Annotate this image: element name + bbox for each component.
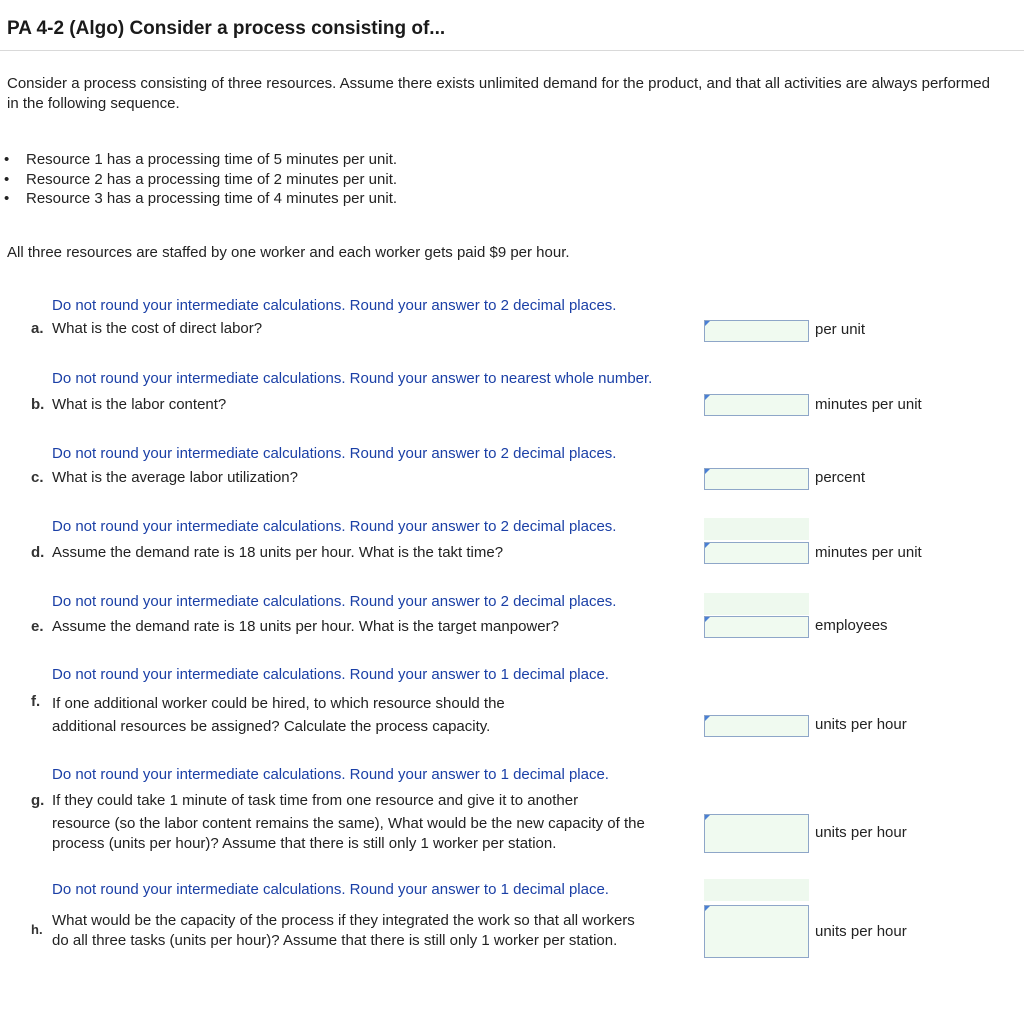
bullet-icon: • [4,190,10,207]
unit-label: units per hour [815,923,907,940]
question-letter: d. [31,544,45,561]
list-item: • Resource 3 has a processing time of 4 minutes per unit. [4,190,398,207]
rounding-instruction: Do not round your intermediate calculations. Round your answer to 1 decimal place. [52,881,609,898]
question-text: What is the cost of direct labor? [52,320,263,337]
unit-label: employees [815,617,888,634]
question-letter: b. [31,396,45,413]
resource-list [0,150,397,209]
rounding-instruction: Do not round your intermediate calculations. Round your answer to 2 decimal places. [52,445,617,462]
list-item: • Resource 1 has a processing time of 5 minutes per unit. [4,151,398,168]
answer-shade [704,518,809,540]
answer-shade [704,593,809,615]
flag-icon [705,617,710,622]
answer-input-a[interactable] [704,320,809,342]
page-title: PA 4-2 (Algo) Consider a process consisting of... [7,18,446,39]
rounding-instruction: Do not round your intermediate calculations. Round your answer to nearest whole number. [52,370,653,387]
unit-label: units per hour [815,716,907,733]
question-letter: a. [31,320,44,337]
title-divider [0,50,1024,51]
bullet-icon: • [4,151,10,168]
answer-input-f[interactable] [704,715,809,737]
question-letter: e. [31,618,44,635]
question-letter: h. [31,922,43,937]
question-text: What is the average labor utilization? [52,469,298,486]
unit-label: per unit [815,321,866,338]
answer-input-e[interactable] [704,616,809,638]
rounding-instruction: Do not round your intermediate calculations. Round your answer to 1 decimal place. [52,666,609,683]
rounding-instruction: Do not round your intermediate calculations. Round your answer to 2 decimal places. [52,593,617,610]
rounding-instruction: Do not round your intermediate calculations. Round your answer to 2 decimal places. [52,518,617,535]
answer-input-d[interactable] [704,542,809,564]
bullet-icon: • [4,170,10,188]
question-letter: c. [31,469,44,486]
unit-label: units per hour [815,824,907,841]
flag-icon [705,815,710,820]
answer-input-g[interactable] [704,814,809,853]
question-text: Assume the demand rate is 18 units per hour. What is the target manpower? [52,618,559,635]
problem-intro: Consider a process consisting of three resources. Assume there exists unlimited demand for the product, and that all activities are always performed in the following sequence. [7,75,990,112]
answer-input-h[interactable] [704,905,809,958]
rounding-instruction: Do not round your intermediate calculations. Round your answer to 1 decimal place. [52,766,609,783]
rounding-instruction: Do not round your intermediate calculations. Round your answer to 2 decimal places. [52,297,617,314]
question-text: What is the labor content? [52,396,227,413]
list-item: • Resource 2 has a processing time of 2 minutes per unit. [4,170,398,188]
answer-input-c[interactable] [704,468,809,490]
question-text: If one additional worker could be hired, to which resource should the additional resources be assigned? Calculate the process capacity. [52,695,505,735]
question-text: What would be the capacity of the process if they integrated the work so that all workers do all three tasks (units per hour)? Assume that there is still only 1 worker per station. [52,912,635,949]
unit-label: minutes per unit [815,396,922,413]
question-letter: f. [31,693,41,710]
answer-shade [704,879,809,901]
flag-icon [705,395,710,400]
flag-icon [705,469,710,474]
flag-icon [705,543,710,548]
flag-icon [705,906,710,911]
unit-label: minutes per unit [815,544,922,561]
answer-input-b[interactable] [704,394,809,416]
flag-icon [705,321,710,326]
staffing-statement: All three resources are staffed by one worker and each worker gets paid $9 per hour. [7,244,570,261]
question-letter: g. [31,792,45,809]
question-text: Assume the demand rate is 18 units per hour. What is the takt time? [52,544,504,561]
question-text: If they could take 1 minute of task time from one resource and give it to another resource (so the labor content remains the same), What would be the new capacity of the process (units per hour)? Assume that there is still only 1 worker per station. [52,792,645,852]
unit-label: percent [815,469,866,486]
flag-icon [705,716,710,721]
